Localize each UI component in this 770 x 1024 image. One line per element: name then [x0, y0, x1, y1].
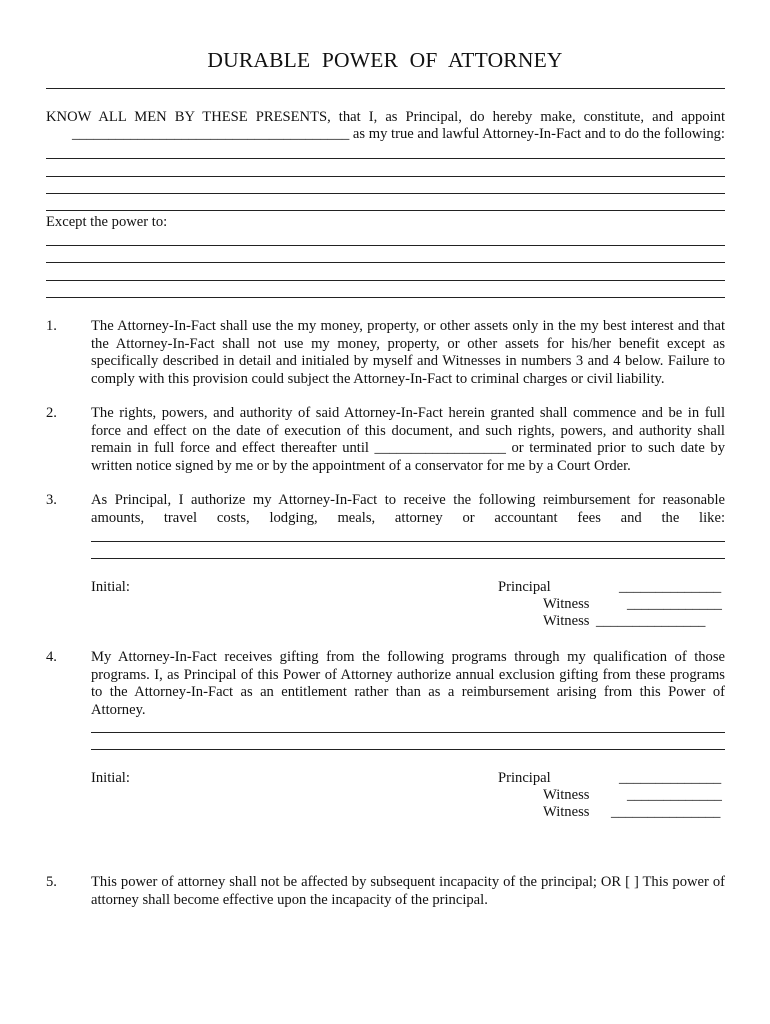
attorney-name-blank[interactable]: ______________________________________	[72, 126, 350, 142]
section-3-witness-2-initial-field[interactable]: _______________	[596, 613, 706, 629]
except-label: Except the power to:	[46, 214, 168, 230]
section-1-text: The Attorney-In-Fact shall use the my money, property, or other assets only in the my best interest and that the Attorney-In-Fact shall not use my money, property, or other assets for his/her benefit except as specifically described in detail and initialed by myself and Witnesses in numbers 3 and 4 below. Failure to comply with this provision could subject the Attorney-In-Fact to criminal charges or civil liability.	[91, 318, 725, 387]
section-4-witness-2-label: Witness	[543, 804, 590, 820]
except-line[interactable]	[46, 297, 725, 298]
reimbursement-line[interactable]	[91, 541, 725, 542]
section-3-initial-label: Initial:	[91, 579, 130, 595]
intro-line-1: KNOW ALL MEN BY THESE PRESENTS, that I, as Principal, do hereby make, constitute, and appoint	[46, 109, 725, 125]
document-title: DURABLE POWER OF ATTORNEY	[207, 48, 563, 72]
section-3-principal-initial-field[interactable]: ______________	[619, 579, 722, 595]
powers-line[interactable]	[46, 176, 725, 177]
section-5-number: 5.	[46, 874, 57, 890]
section-4-number: 4.	[46, 649, 57, 665]
section-4-principal-label: Principal	[498, 770, 551, 786]
section-3-principal-label: Principal	[498, 579, 551, 595]
intro-line-2	[72, 126, 725, 144]
section-4-witness-1-label: Witness	[543, 787, 590, 803]
section-4-text: My Attorney-In-Fact receives gifting from the following programs through my qualification of those programs. I, as Principal of this Power of Attorney authorize annual exclusion gifting from these programs to the Attorney-In-Fact as an entitlement rather than as a reimbursement arising from this Power of Attorney.	[91, 649, 725, 718]
section-4-witness-1-initial-field[interactable]: _____________	[627, 787, 722, 803]
section-3-witness-1-label: Witness	[543, 596, 590, 612]
section-2-number: 2.	[46, 405, 57, 421]
section-4-initial-label: Initial:	[91, 770, 130, 786]
section-4-witness-2-initial-field[interactable]: _______________	[611, 804, 721, 820]
except-line[interactable]	[46, 245, 725, 246]
section-5-text: This power of attorney shall not be affected by subsequent incapacity of the principal; OR [ ] This power of attorney shall become effective upon the incapacity of the principal.	[91, 874, 725, 908]
section-3-witness-2-label: Witness	[543, 613, 590, 629]
gifting-line[interactable]	[91, 749, 725, 750]
section-1-number: 1.	[46, 318, 57, 334]
powers-line[interactable]	[46, 193, 725, 194]
powers-line[interactable]	[46, 210, 725, 211]
section-3-text: As Principal, I authorize my Attorney-In-Fact to receive the following reimbursement for reasonable amounts, travel costs, lodging, meals, attorney or accountant fees and the like:	[91, 492, 725, 526]
gifting-line[interactable]	[91, 732, 725, 733]
section-3-number: 3.	[46, 492, 57, 508]
section-4-principal-initial-field[interactable]: ______________	[619, 770, 722, 786]
section-2-text: The rights, powers, and authority of said Attorney-In-Fact herein granted shall commence and be in full force and effect on the date of execution of this document, and such rights, powers, and authority shall remain in full force and effect thereafter until __________________ or terminated prior to such date by written notice signed by me or by the appointment of a conservator for me by a Court Order.	[91, 405, 725, 474]
powers-line[interactable]	[46, 158, 725, 159]
reimbursement-line[interactable]	[91, 558, 725, 559]
intro-line-2-tail: as my true and lawful Attorney-In-Fact and to do the following:	[349, 126, 725, 142]
section-3-witness-1-initial-field[interactable]: _____________	[627, 596, 722, 612]
except-line[interactable]	[46, 262, 725, 263]
except-line[interactable]	[46, 280, 725, 281]
title-rule	[46, 88, 725, 89]
